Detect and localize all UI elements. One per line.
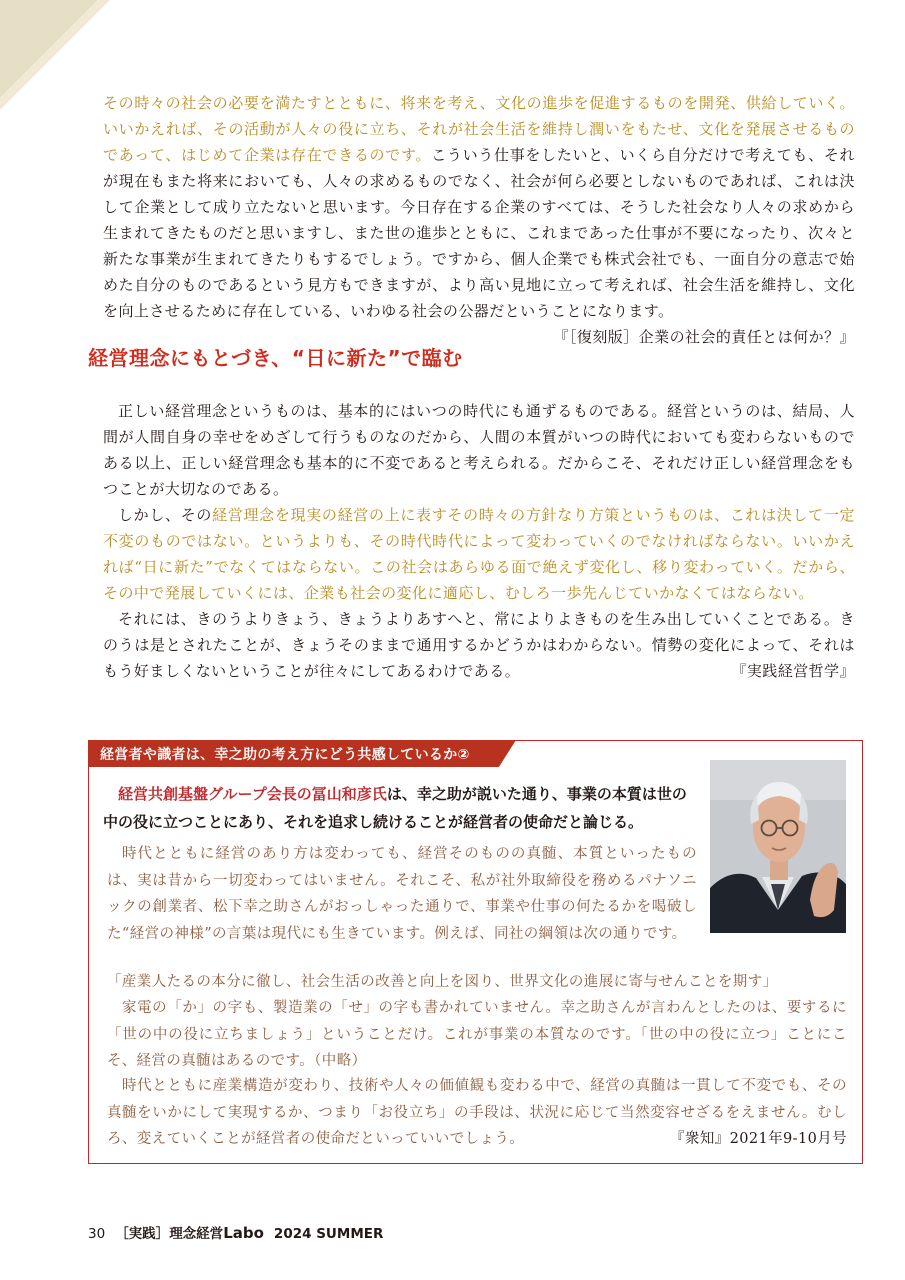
quote-2-para-3-text: それには、きのうよりきょう、きょうよりあすへと、常によりよきものを生み出していくことである。きのうは是とされたことが、きょうそのままで通用するかどうかはわからない。情勢の変化によって、それはもう好ましくないということが往々にしてあるわけである。: [103, 610, 855, 680]
box-quote-para-4-text: 時代とともに産業構造が変わり、技術や人々の価値観も変わる中で、経営の真髄は一貫して不変でも、その真髄をいかにして実現するか、つまり「お役立ち」の手段は、状況に応じて当然変容せざるをえません。むしろ、変えていくことが経営者の使命だといっていいでしょう。: [107, 1078, 847, 1147]
corner-decoration: [0, 0, 110, 110]
box-quote-para-4: [107, 1073, 847, 1153]
box-intro: [103, 780, 698, 836]
page-number: 30: [88, 1226, 106, 1242]
quote-2-source: 『実践経営哲学』: [731, 662, 855, 680]
quote-1-body: こういう仕事をしたいと、いくら自分だけで考えても、それが現在もまた将来においても、人々の求めるものでなく、社会が何ら必要としないものであれば、これは決して企業として成り立たないと思います。今日存在する企業のすべては、そうした社会なり人々の求めから生まれてきたものだと思いますし、また世の進歩とともに、これまであった仕事が不要になったり、次々と新たな事業が生まれてきたりもするでしょう。ですから、個人企業でも株式会社でも、一面自分の意志で始めた自分のものであるという見方もできますが、より高い見地に立って考えれば、社会生活を維持し、文化を向上させるために存在している、いわゆる社会の公器だということになります。: [103, 146, 855, 320]
box-intro-rest: は、幸之助が説いた通り、事業の本質は世の中の役に立つことにあり、それを追求し続けることが経営者の使命だと論じる。: [103, 785, 687, 831]
page-footer: [88, 1222, 383, 1242]
box-title: 経営者や識者は、幸之助の考え方にどう共感しているか②: [100, 747, 470, 763]
section-heading: 経営理念にもとづき、“日に新た”で臨む: [88, 346, 463, 370]
footer-journal: 理念経営: [169, 1226, 224, 1242]
box-quote-para-1: 時代とともに経営のあり方は変わっても、経営そのものの真髄、本質といったものは、実は昔から一切変わってはいません。それこそ、私が社外取締役を務めるパナソニックの創業者、松下幸之助さんがおっしゃった通りで、事業や仕事の何たるかを喝破した“経営の神様”の言葉は現代にも生きています。例えば、同社の綱領は次の通りです。: [107, 846, 697, 942]
box-source: 『衆知』2021年9-10月号: [670, 1131, 847, 1147]
quote-2-para-1: 正しい経営理念というものは、基本的にはいつの時代にも通ずるものである。経営というのは、結局、人間が人間自身の幸せをめざして行うものなのだから、人間の本質がいつの時代においても変わらないものである以上、正しい経営理念も基本的に不変であると考えられる。だからこそ、それだけ正しい経営理念をもつことが大切なのである。: [103, 402, 855, 498]
quote-1: [103, 90, 855, 350]
portrait-photo: [710, 760, 846, 933]
quote-2-para-2: [103, 502, 855, 606]
footer-bracket: ［実践］: [115, 1226, 170, 1242]
quote-1-source: 『［復刻版］企業の社会的責任とは何か？』: [553, 328, 855, 346]
quote-1-highlight: その時々の社会の必要を満たすとともに、将来を考え、文化の進歩を促進するものを開発、供給していく。いいかえれば、その活動が人々の役に立ち、それが社会生活を維持し潤いをもたせ、文化を発展させるものであって、はじめて企業は存在できるのです。: [103, 94, 855, 164]
quote-2-para-3: [103, 606, 855, 684]
footer-labo: Labo: [223, 1224, 264, 1242]
box-quote-para-2: 「産業人たるの本分に徹し、社会生活の改善と向上を図り、世界文化の進展に寄与せんことを期す」: [107, 974, 778, 990]
box-intro-name: 経営共創基盤グループ会長の冨山和彦氏: [118, 785, 387, 803]
box-quote-para-3: 家電の「か」の字も、製造業の「せ」の字も書かれていません。幸之助さんが言わんとしたのは、要するに「世の中の役に立ちましょう」ということだけ。これが事業の本質なのです。「世の中の役に立つ」ことにこそ、経営の真髄はあるのです。（中略）: [107, 1000, 847, 1069]
footer-issue: 2024 SUMMER: [273, 1226, 384, 1242]
quote-2-para-2-start: しかし、その: [118, 506, 213, 524]
quote-2-para-2-highlight: 経営理念を現実の経営の上に表すその時々の方針なり方策というものは、これは決して一定不変のものではない。というよりも、その時代時代によって変わっていくのでなければならない。いいかえれば“日に新た”でなくてはならない。この社会はあらゆる面で絶えず変化し、移り変わっていく。だから、その中で発展していくには、企業も社会の変化に適応し、むしろ一歩先んじていかなくてはならない。: [103, 506, 855, 602]
